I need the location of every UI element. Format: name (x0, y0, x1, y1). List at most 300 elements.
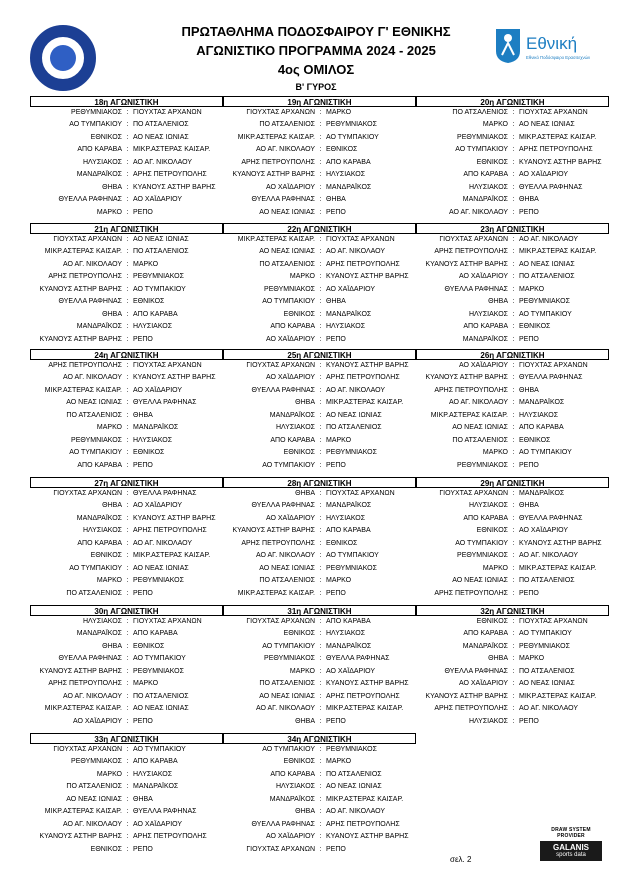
match-row (223, 460, 416, 472)
home-team: ΠΟ ΑΤΣΑΛΕΝΙΟΣ (452, 109, 508, 116)
home-team: ΜΙΚΡ.ΑΣΤΕΡΑΣ ΚΑΙΣΑΡ. (44, 705, 122, 713)
match-separator: : (512, 577, 515, 585)
match-separator: : (319, 374, 322, 382)
match-row (30, 588, 223, 600)
home-team: ΑΡΗΣ ΠΕΤΡΟΥΠΟΛΗΣ (241, 158, 315, 166)
match-row (30, 563, 223, 575)
away-team: ΚΥΑΝΟΥΣ ΑΣΤΗΡ ΒΑΡΗΣ (519, 158, 602, 166)
match-separator: : (512, 208, 515, 216)
match-separator: : (319, 323, 322, 331)
match-row (416, 234, 609, 246)
home-team: ΡΕΘΥΜΝΙΑΚΟΣ (457, 133, 508, 141)
provider-label: DRAW SYSTEM PROVIDER (551, 827, 591, 839)
provider-name: GALANIS (553, 843, 589, 852)
match-separator: : (319, 335, 322, 343)
away-team: ΡΕΠΟ (519, 461, 539, 469)
away-team: ΑΠΟ ΚΑΡΑΒΑ (133, 758, 178, 766)
home-team: ΑΡΗΣ ΠΕΤΡΟΥΠΟΛΗΣ (241, 539, 315, 547)
match-separator: : (319, 411, 322, 419)
away-team: ΑΟ ΝΕΑΣ ΙΩΝΙΑΣ (133, 705, 189, 713)
away-team: ΚΥΑΝΟΥΣ ΑΣΤΗΡ ΒΑΡΗΣ (133, 514, 216, 522)
match-separator: : (126, 833, 129, 841)
match-separator: : (319, 642, 322, 650)
away-team: ΡΕΠΟ (133, 717, 153, 725)
away-team: ΑΟ ΤΥΜΠΑΚΙΟΥ (519, 449, 572, 457)
match-row (30, 422, 223, 434)
match-row (30, 488, 223, 500)
home-team: ΑΟ ΤΥΜΠΑΚΙΟΥ (455, 146, 508, 154)
match-row (30, 641, 223, 653)
home-team: ΑΟ ΤΥΜΠΑΚΙΟΥ (455, 539, 508, 547)
away-team: ΘΗΒΑ (326, 298, 346, 306)
home-team: ΠΟ ΑΤΣΑΛΕΝΙΟΣ (259, 577, 315, 585)
match-row (30, 716, 223, 728)
match-row (416, 334, 609, 346)
home-team: ΕΘΝΙΚΟΣ (476, 527, 508, 535)
home-team: ΚΥΑΝΟΥΣ ΑΣΤΗΡ ΒΑΡΗΣ (39, 833, 122, 841)
away-team: ΘΗΒΑ (133, 411, 153, 419)
home-team: ΕΘΝΙΚΟΣ (283, 630, 315, 638)
match-separator: : (319, 680, 322, 688)
match-separator: : (319, 298, 322, 306)
match-row (223, 563, 416, 575)
match-separator: : (512, 539, 515, 547)
match-separator: : (512, 705, 515, 713)
away-team: ΜΑΡΚΟ (326, 109, 352, 116)
match-separator: : (319, 236, 322, 243)
match-separator: : (126, 618, 129, 625)
home-team: ΑΠΟ ΚΑΡΑΒΑ (463, 630, 508, 638)
match-separator: : (126, 158, 129, 166)
away-team: ΑΟ ΧΑΪΔΑΡΙΟΥ (133, 502, 183, 510)
match-separator: : (512, 335, 515, 343)
match-row (223, 691, 416, 703)
match-row (416, 563, 609, 575)
away-team: ΑΟ ΧΑΪΔΑΡΙΟΥ (133, 386, 183, 394)
away-team: ΑΟ ΝΕΑΣ ΙΩΝΙΑΣ (133, 564, 189, 572)
match-separator: : (126, 514, 129, 522)
away-team: ΑΟ ΝΕΑΣ ΙΩΝΙΑΣ (133, 236, 189, 243)
away-team: ΕΘΝΙΚΟΣ (133, 449, 165, 457)
match-row (223, 284, 416, 296)
away-team: ΜΑΡΚΟ (133, 260, 159, 268)
match-row (30, 460, 223, 472)
match-separator: : (126, 436, 129, 444)
home-team: ΚΥΑΝΟΥΣ ΑΣΤΗΡ ΒΑΡΗΣ (425, 374, 508, 382)
home-team: ΓΙΟΥΧΤΑΣ ΑΡΧΑΝΩΝ (53, 236, 122, 243)
match-separator: : (126, 502, 129, 510)
match-row (416, 513, 609, 525)
home-team: ΘΗΒΑ (102, 183, 122, 191)
away-team: ΑΟ ΑΓ. ΝΙΚΟΛΑΟΥ (326, 248, 386, 256)
round-title: 30η ΑΓΩΝΙΣΤΙΚΗ (30, 605, 223, 616)
match-separator: : (319, 461, 322, 469)
match-row (416, 194, 609, 206)
match-row (30, 744, 223, 756)
away-team: ΜΑΝΔΡΑΪΚΟΣ (326, 642, 372, 650)
away-team: ΑΟ ΧΑΪΔΑΡΙΟΥ (133, 196, 183, 204)
round-title: 21η ΑΓΩΝΙΣΤΙΚΗ (30, 223, 223, 234)
match-separator: : (319, 260, 322, 268)
home-team: ΜΑΡΚΟ (96, 208, 122, 216)
home-team: ΡΕΘΥΜΝΙΑΚΟΣ (264, 285, 315, 293)
away-team: ΜΑΡΚΟ (519, 655, 545, 663)
match-separator: : (512, 655, 515, 663)
away-team: ΠΟ ΑΤΣΑΛΕΝΙΟΣ (133, 692, 189, 700)
match-row (30, 107, 223, 119)
away-team: ΚΥΑΝΟΥΣ ΑΣΤΗΡ ΒΑΡΗΣ (326, 362, 409, 369)
away-team: ΗΛΥΣΙΑΚΟΣ (133, 436, 173, 444)
match-row (30, 781, 223, 793)
away-team: ΑΡΗΣ ΠΕΤΡΟΥΠΟΛΗΣ (326, 374, 400, 382)
home-team: ΓΙΟΥΧΤΑΣ ΑΡΧΑΝΩΝ (439, 236, 508, 243)
home-team: ΑΟ ΤΥΜΠΑΚΙΟΥ (69, 449, 122, 457)
match-separator: : (126, 411, 129, 419)
round-block (416, 96, 609, 219)
match-separator: : (126, 208, 129, 216)
round-block (223, 349, 416, 472)
match-row (30, 831, 223, 843)
home-team: ΓΙΟΥΧΤΑΣ ΑΡΧΑΝΩΝ (53, 746, 122, 753)
match-row (223, 271, 416, 283)
match-row (223, 422, 416, 434)
round-block (30, 96, 223, 219)
match-separator: : (126, 171, 129, 179)
away-team: ΗΛΥΣΙΑΚΟΣ (133, 323, 173, 331)
match-row (416, 691, 609, 703)
round-block (416, 605, 609, 728)
match-separator: : (319, 770, 322, 778)
match-row (30, 844, 223, 856)
match-separator: : (319, 577, 322, 585)
home-team: ΑΟ ΑΓ. ΝΙΚΟΛΑΟΥ (255, 552, 315, 560)
match-separator: : (512, 298, 515, 306)
away-team: ΕΘΝΙΚΟΣ (519, 323, 551, 331)
away-team: ΜΑΝΔΡΑΪΚΟΣ (133, 783, 179, 791)
match-row (30, 397, 223, 409)
home-team: ΑΡΗΣ ΠΕΤΡΟΥΠΟΛΗΣ (434, 705, 508, 713)
match-row (223, 169, 416, 181)
away-team: ΘΥΕΛΛΑ ΡΑΦΗΝΑΣ (133, 490, 197, 497)
match-separator: : (319, 539, 322, 547)
match-row (30, 271, 223, 283)
home-team: ΚΥΑΝΟΥΣ ΑΣΤΗΡ ΒΑΡΗΣ (425, 692, 508, 700)
match-row (416, 500, 609, 512)
match-separator: : (126, 374, 129, 382)
away-team: ΚΥΑΝΟΥΣ ΑΣΤΗΡ ΒΑΡΗΣ (133, 374, 216, 382)
home-team: ΓΙΟΥΧΤΑΣ ΑΡΧΑΝΩΝ (246, 845, 315, 853)
match-separator: : (126, 273, 129, 281)
match-separator: : (319, 833, 322, 841)
home-team: ΕΘΝΙΚΟΣ (90, 552, 122, 560)
away-team: ΡΕΠΟ (519, 717, 539, 725)
match-separator: : (512, 449, 515, 457)
round-block (416, 223, 609, 346)
away-team: ΜΑΝΔΡΑΪΚΟΣ (519, 399, 565, 407)
home-team: ΜΙΚΡ.ΑΣΤΕΡΑΣ ΚΑΙΣΑΡ. (44, 248, 122, 256)
away-team: ΑΠΟ ΚΑΡΑΒΑ (133, 630, 178, 638)
round-block (223, 96, 416, 219)
match-separator: : (126, 285, 129, 293)
match-row (416, 132, 609, 144)
home-team: ΘΥΕΛΛΑ ΡΑΦΗΝΑΣ (58, 298, 122, 306)
match-row (416, 271, 609, 283)
match-separator: : (512, 386, 515, 394)
home-team: ΑΟ ΤΥΜΠΑΚΙΟΥ (262, 642, 315, 650)
match-separator: : (319, 399, 322, 407)
ethniki-logo-text: Εθνική (526, 34, 578, 53)
home-team: ΘΗΒΑ (295, 717, 315, 725)
match-row (223, 616, 416, 628)
home-team: ΑΟ ΝΕΑΣ ΙΩΝΙΑΣ (66, 795, 122, 803)
match-row (223, 794, 416, 806)
home-team: ΑΟ ΝΕΑΣ ΙΩΝΙΑΣ (66, 399, 122, 407)
match-row (30, 194, 223, 206)
away-team: ΡΕΠΟ (133, 208, 153, 216)
away-team: ΡΕΠΟ (326, 461, 346, 469)
match-separator: : (512, 362, 515, 369)
match-separator: : (319, 196, 322, 204)
home-team: ΘΥΕΛΛΑ ΡΑΦΗΝΑΣ (251, 820, 315, 828)
away-team: ΡΕΠΟ (326, 335, 346, 343)
match-separator: : (126, 564, 129, 572)
match-separator: : (126, 692, 129, 700)
match-separator: : (126, 642, 129, 650)
match-row (223, 666, 416, 678)
round-title: 19η ΑΓΩΝΙΣΤΙΚΗ (223, 96, 416, 107)
match-row (416, 703, 609, 715)
away-team: ΜΙΚΡ.ΑΣΤΕΡΑΣ ΚΑΙΣΑΡ. (519, 564, 597, 572)
match-separator: : (126, 705, 129, 713)
away-team: ΑΟ ΝΕΑΣ ΙΩΝΙΑΣ (519, 680, 575, 688)
home-team: ΗΛΥΣΙΑΚΟΣ (82, 527, 122, 535)
match-separator: : (126, 449, 129, 457)
home-team: ΑΠΟ ΚΑΡΑΒΑ (463, 171, 508, 179)
away-team: ΑΟ ΧΑΪΔΑΡΙΟΥ (326, 667, 376, 675)
match-row (30, 616, 223, 628)
match-separator: : (319, 158, 322, 166)
match-separator: : (319, 436, 322, 444)
home-team: ΘΥΕΛΛΑ ΡΑΦΗΝΑΣ (444, 285, 508, 293)
match-separator: : (319, 845, 322, 853)
match-row (30, 447, 223, 459)
match-row (416, 447, 609, 459)
away-team: ΡΕΘΥΜΝΙΑΚΟΣ (326, 449, 377, 457)
away-team: ΕΘΝΙΚΟΣ (326, 539, 358, 547)
match-separator: : (126, 298, 129, 306)
match-row (416, 169, 609, 181)
home-team: ΘΥΕΛΛΑ ΡΑΦΗΝΑΣ (58, 655, 122, 663)
home-team: ΑΟ ΑΓ. ΝΙΚΟΛΑΟΥ (62, 692, 122, 700)
match-row (223, 447, 416, 459)
away-team: ΑΡΗΣ ΠΕΤΡΟΥΠΟΛΗΣ (326, 820, 400, 828)
match-separator: : (319, 783, 322, 791)
away-team: ΡΕΠΟ (133, 335, 153, 343)
match-row (223, 703, 416, 715)
home-team: ΘΗΒΑ (102, 310, 122, 318)
away-team: ΜΑΡΚΟ (519, 285, 545, 293)
home-team: ΕΘΝΙΚΟΣ (283, 758, 315, 766)
federation-logo-core (50, 45, 76, 71)
away-team: ΘΥΕΛΛΑ ΡΑΦΗΝΑΣ (133, 399, 197, 407)
away-team: ΠΟ ΑΤΣΑΛΕΝΙΟΣ (326, 770, 382, 778)
home-team: ΑΡΗΣ ΠΕΤΡΟΥΠΟΛΗΣ (48, 273, 122, 281)
away-team: ΜΙΚΡ.ΑΣΤΕΡΑΣ ΚΑΙΣΑΡ. (519, 133, 597, 141)
home-team: ΘΗΒΑ (488, 298, 508, 306)
home-team: ΘΗΒΑ (102, 502, 122, 510)
match-separator: : (319, 527, 322, 535)
match-separator: : (319, 795, 322, 803)
away-team: ΓΙΟΥΧΤΑΣ ΑΡΧΑΝΩΝ (519, 362, 588, 369)
away-team: ΠΟ ΑΤΣΑΛΕΝΙΟΣ (133, 121, 189, 129)
match-row (223, 488, 416, 500)
match-row (223, 819, 416, 831)
match-row (223, 769, 416, 781)
home-team: ΑΡΗΣ ΠΕΤΡΟΥΠΟΛΗΣ (434, 589, 508, 597)
home-team: ΑΠΟ ΚΑΡΑΒΑ (270, 770, 315, 778)
match-row (416, 321, 609, 333)
match-row (223, 550, 416, 562)
away-team: ΡΕΠΟ (519, 208, 539, 216)
match-row (223, 435, 416, 447)
match-separator: : (512, 273, 515, 281)
away-team: ΚΥΑΝΟΥΣ ΑΣΤΗΡ ΒΑΡΗΣ (326, 833, 409, 841)
match-separator: : (512, 514, 515, 522)
match-row (30, 169, 223, 181)
round-title: 20η ΑΓΩΝΙΣΤΙΚΗ (416, 96, 609, 107)
home-team: ΕΘΝΙΚΟΣ (283, 310, 315, 318)
away-team: ΠΟ ΑΤΣΑΛΕΝΙΟΣ (519, 577, 575, 585)
away-team: ΑΟ ΑΓ. ΝΙΚΟΛΑΟΥ (326, 386, 386, 394)
home-team: ΘΗΒΑ (295, 399, 315, 407)
round-title: 32η ΑΓΩΝΙΣΤΙΚΗ (416, 605, 609, 616)
away-team: ΓΙΟΥΧΤΑΣ ΑΡΧΑΝΩΝ (326, 236, 395, 243)
round-block (30, 477, 223, 600)
home-team: ΗΛΥΣΙΑΚΟΣ (468, 310, 508, 318)
match-separator: : (319, 746, 322, 753)
group-label: 4ος ΟΜΙΛΟΣ (277, 62, 355, 77)
away-team: ΑΟ ΑΓ. ΝΙΚΟΛΑΟΥ (326, 808, 386, 816)
home-team: ΠΟ ΑΤΣΑΛΕΝΙΟΣ (66, 411, 122, 419)
home-team: ΑΡΗΣ ΠΕΤΡΟΥΠΟΛΗΣ (48, 362, 122, 369)
match-row (223, 372, 416, 384)
match-separator: : (512, 171, 515, 179)
home-team: ΑΠΟ ΚΑΡΑΒΑ (77, 461, 122, 469)
match-separator: : (126, 133, 129, 141)
away-team: ΘΗΒΑ (133, 795, 153, 803)
match-separator: : (126, 820, 129, 828)
match-separator: : (512, 236, 515, 243)
match-separator: : (512, 618, 515, 625)
match-row (223, 678, 416, 690)
match-row (223, 513, 416, 525)
match-separator: : (512, 121, 515, 129)
home-team: ΑΟ ΑΓ. ΝΙΚΟΛΑΟΥ (448, 208, 508, 216)
match-separator: : (512, 146, 515, 154)
match-row (30, 207, 223, 219)
match-separator: : (512, 564, 515, 572)
away-team: ΑΠΟ ΚΑΡΑΒΑ (326, 527, 371, 535)
home-team: ΠΟ ΑΤΣΑΛΕΝΙΟΣ (259, 680, 315, 688)
home-team: ΜΙΚΡ.ΑΣΤΕΡΑΣ ΚΑΙΣΑΡ. (237, 589, 315, 597)
home-team: ΠΟ ΑΤΣΑΛΕΝΙΟΣ (452, 436, 508, 444)
home-team: ΚΥΑΝΟΥΣ ΑΣΤΗΡ ΒΑΡΗΣ (232, 171, 315, 179)
home-team: ΜΑΝΔΡΑΪΚΟΣ (462, 642, 508, 650)
round-title: 23η ΑΓΩΝΙΣΤΙΚΗ (416, 223, 609, 234)
match-row (223, 119, 416, 131)
away-team: ΓΙΟΥΧΤΑΣ ΑΡΧΑΝΩΝ (133, 109, 202, 116)
match-row (416, 397, 609, 409)
match-separator: : (126, 248, 129, 256)
home-team: ΑΟ ΧΑΪΔΑΡΙΟΥ (265, 374, 315, 382)
match-separator: : (319, 705, 322, 713)
home-team: ΜΑΡΚΟ (482, 564, 508, 572)
match-row (223, 500, 416, 512)
match-separator: : (512, 374, 515, 382)
match-row (30, 259, 223, 271)
away-team: ΑΟ ΤΥΜΠΑΚΙΟΥ (133, 746, 186, 753)
away-team: ΘΗΒΑ (519, 196, 539, 204)
round-block (223, 605, 416, 728)
home-team: ΜΙΚΡ.ΑΣΤΕΡΑΣ ΚΑΙΣΑΡ. (237, 236, 315, 243)
match-separator: : (319, 208, 322, 216)
home-team: ΗΛΥΣΙΑΚΟΣ (82, 618, 122, 625)
away-team: ΡΕΠΟ (133, 461, 153, 469)
round-block (223, 733, 416, 856)
match-separator: : (126, 335, 129, 343)
home-team: ΗΛΥΣΙΑΚΟΣ (275, 424, 315, 432)
away-team: ΘΗΒΑ (326, 196, 346, 204)
away-team: ΑΟ ΝΕΑΣ ΙΩΝΙΑΣ (519, 121, 575, 129)
away-team: ΗΛΥΣΙΑΚΟΣ (133, 770, 173, 778)
away-team: ΘΥΕΛΛΑ ΡΑΦΗΝΑΣ (133, 808, 197, 816)
match-row (30, 538, 223, 550)
match-row (223, 844, 416, 856)
home-team: ΑΠΟ ΚΑΡΑΒΑ (77, 539, 122, 547)
match-row (223, 132, 416, 144)
away-team: ΡΕΠΟ (519, 589, 539, 597)
away-team: ΑΠΟ ΚΑΡΑΒΑ (519, 424, 564, 432)
home-team: ΡΕΘΥΜΝΙΑΚΟΣ (457, 461, 508, 469)
home-team: ΜΙΚΡ.ΑΣΤΕΡΑΣ ΚΑΙΣΑΡ. (44, 808, 122, 816)
match-row (30, 500, 223, 512)
match-separator: : (512, 527, 515, 535)
match-row (30, 234, 223, 246)
away-team: ΑΡΗΣ ΠΕΤΡΟΥΠΟΛΗΣ (326, 692, 400, 700)
home-team: ΜΙΚΡ.ΑΣΤΕΡΑΣ ΚΑΙΣΑΡ. (44, 386, 122, 394)
away-team: ΑΡΗΣ ΠΕΤΡΟΥΠΟΛΗΣ (133, 833, 207, 841)
match-row (30, 628, 223, 640)
away-team: ΜΑΝΔΡΑΪΚΟΣ (519, 490, 565, 497)
away-team: ΑΟ ΤΥΜΠΑΚΙΟΥ (519, 310, 572, 318)
ethniki-logo (492, 25, 604, 67)
away-team: ΡΕΠΟ (326, 589, 346, 597)
match-separator: : (319, 248, 322, 256)
home-team: ΕΘΝΙΚΟΣ (476, 618, 508, 625)
away-team: ΕΘΝΙΚΟΣ (133, 642, 165, 650)
match-separator: : (319, 121, 322, 129)
home-team: ΜΑΡΚΟ (289, 273, 315, 281)
match-row (223, 246, 416, 258)
match-separator: : (126, 310, 129, 318)
home-team: ΚΥΑΝΟΥΣ ΑΣΤΗΡ ΒΑΡΗΣ (39, 667, 122, 675)
home-team: ΗΛΥΣΙΑΚΟΣ (82, 158, 122, 166)
match-separator: : (126, 655, 129, 663)
match-separator: : (126, 577, 129, 585)
home-team: ΘΗΒΑ (102, 642, 122, 650)
match-row (223, 107, 416, 119)
match-row (416, 653, 609, 665)
